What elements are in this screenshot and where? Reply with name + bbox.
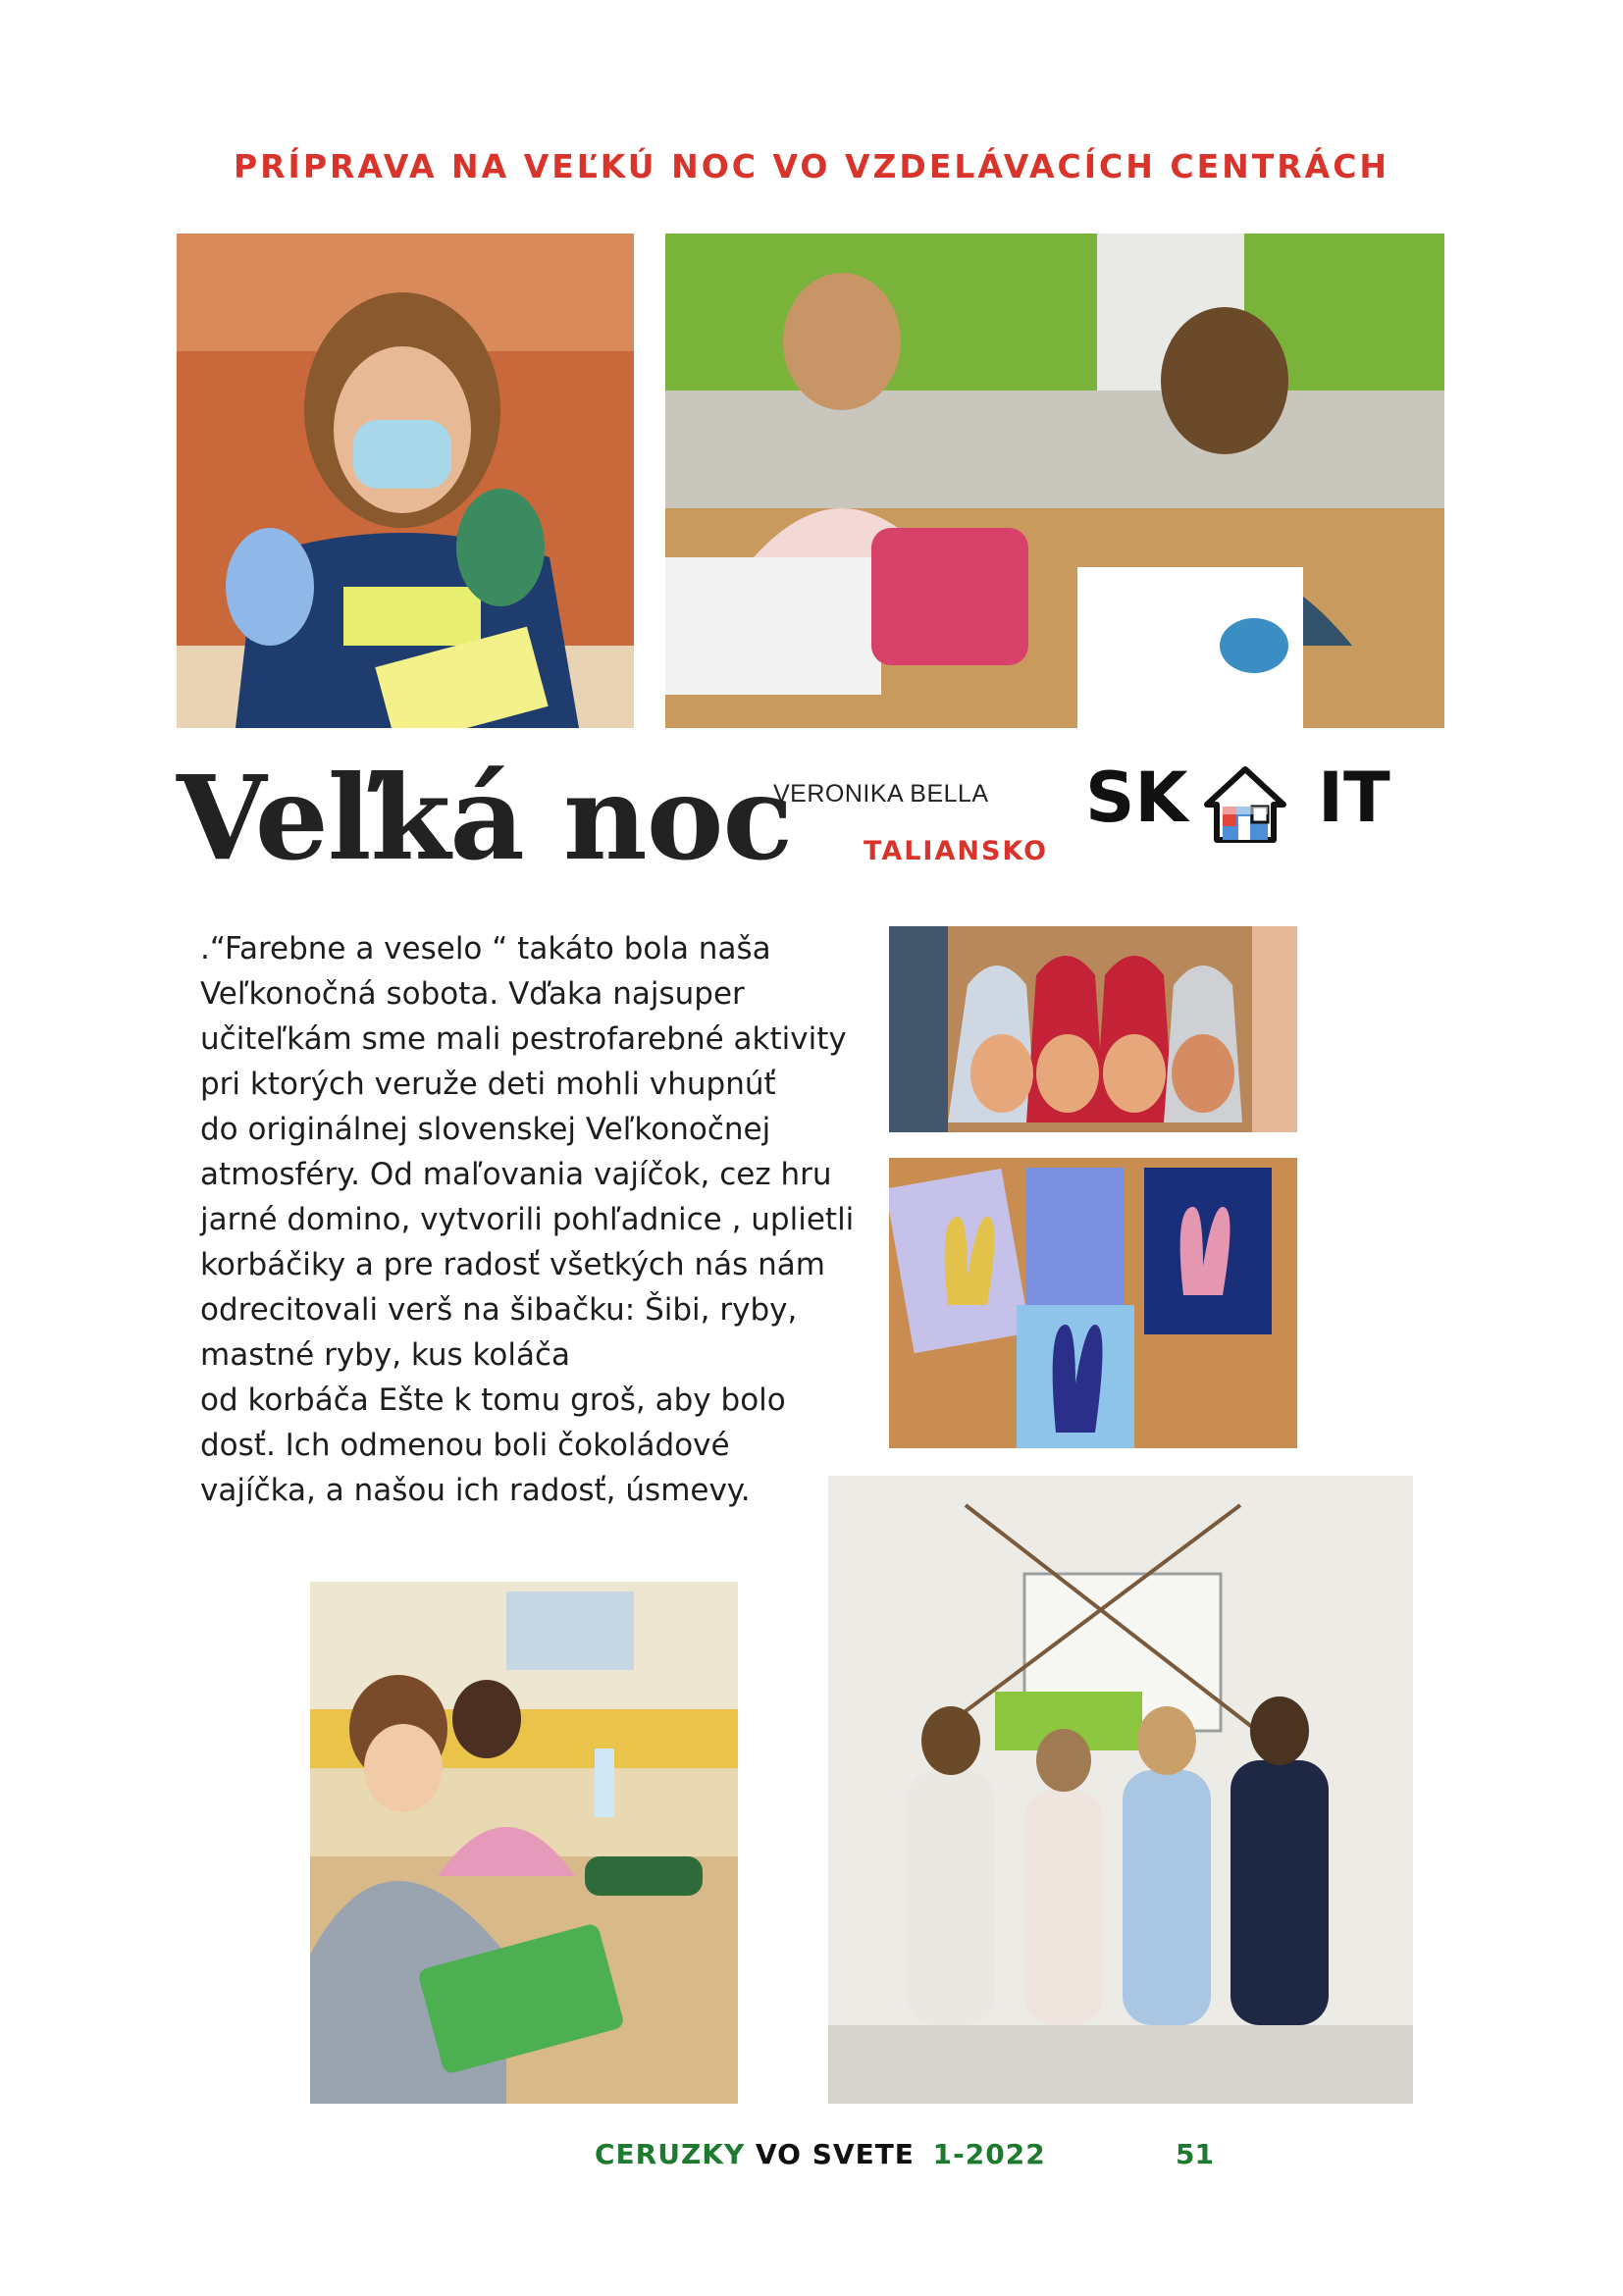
article-body bbox=[200, 926, 877, 1513]
photo-egg-holders bbox=[889, 926, 1297, 1132]
photo-bunny-cards bbox=[889, 1158, 1297, 1448]
body-line: atmosféry. Od maľovania vajíčok, cez hru bbox=[200, 1157, 832, 1192]
footer-issue: 1-2022 bbox=[932, 2138, 1046, 2170]
page-number: 51 bbox=[1176, 2138, 1214, 2170]
body-line: Veľkonočná sobota. Vďaka najsuper bbox=[200, 976, 745, 1012]
body-line: .“Farebne a veselo “ takáto bola naša bbox=[200, 931, 771, 966]
body-line: dosť. Ich odmenou boli čokoládové bbox=[200, 1428, 730, 1463]
footer-brand bbox=[595, 2138, 1046, 2170]
body-line: od korbáča Ešte k tomu groš, aby bolo bbox=[200, 1383, 786, 1418]
photo-children-drawing bbox=[665, 234, 1444, 728]
body-line: učiteľkám sme mali pestrofarebné aktivity bbox=[200, 1021, 847, 1057]
author-name: VERONIKA BELLA bbox=[773, 780, 989, 808]
footer-brand-dark: VO SVETE bbox=[756, 2138, 915, 2170]
photo-children-at-table bbox=[310, 1582, 738, 2104]
body-line: korbáčiky a pre radosť všetkých nás nám bbox=[200, 1247, 825, 1282]
photo-children-willow-whips bbox=[828, 1476, 1413, 2104]
house-icon bbox=[1203, 765, 1287, 844]
country-code-it: IT bbox=[1318, 757, 1390, 838]
country-code-sk: SK bbox=[1085, 757, 1188, 838]
body-line: mastné ryby, kus koláča bbox=[200, 1337, 571, 1373]
body-line: jarné domino, vytvorili pohľadnice , uplietli bbox=[200, 1202, 855, 1237]
photo-child-paper-eggs bbox=[177, 234, 634, 728]
author-country: TALIANSKO bbox=[864, 836, 1049, 866]
article-title: Veľká noc bbox=[177, 750, 793, 886]
body-line: vajíčka, a našou ich radosť, úsmevy. bbox=[200, 1473, 751, 1508]
footer-brand-green: CERUZKY bbox=[595, 2138, 746, 2170]
page-header-title: PRÍPRAVA NA VEĽKÚ NOC VO VZDELÁVACÍCH CENTRÁCH bbox=[233, 147, 1390, 185]
body-line: odrecitovali verš na šibačku: Šibi, ryby, bbox=[200, 1292, 798, 1328]
body-line: do originálnej slovenskej Veľkonočnej bbox=[200, 1112, 771, 1147]
body-line: pri ktorých veruže deti mohli vhupnúť bbox=[200, 1067, 776, 1102]
